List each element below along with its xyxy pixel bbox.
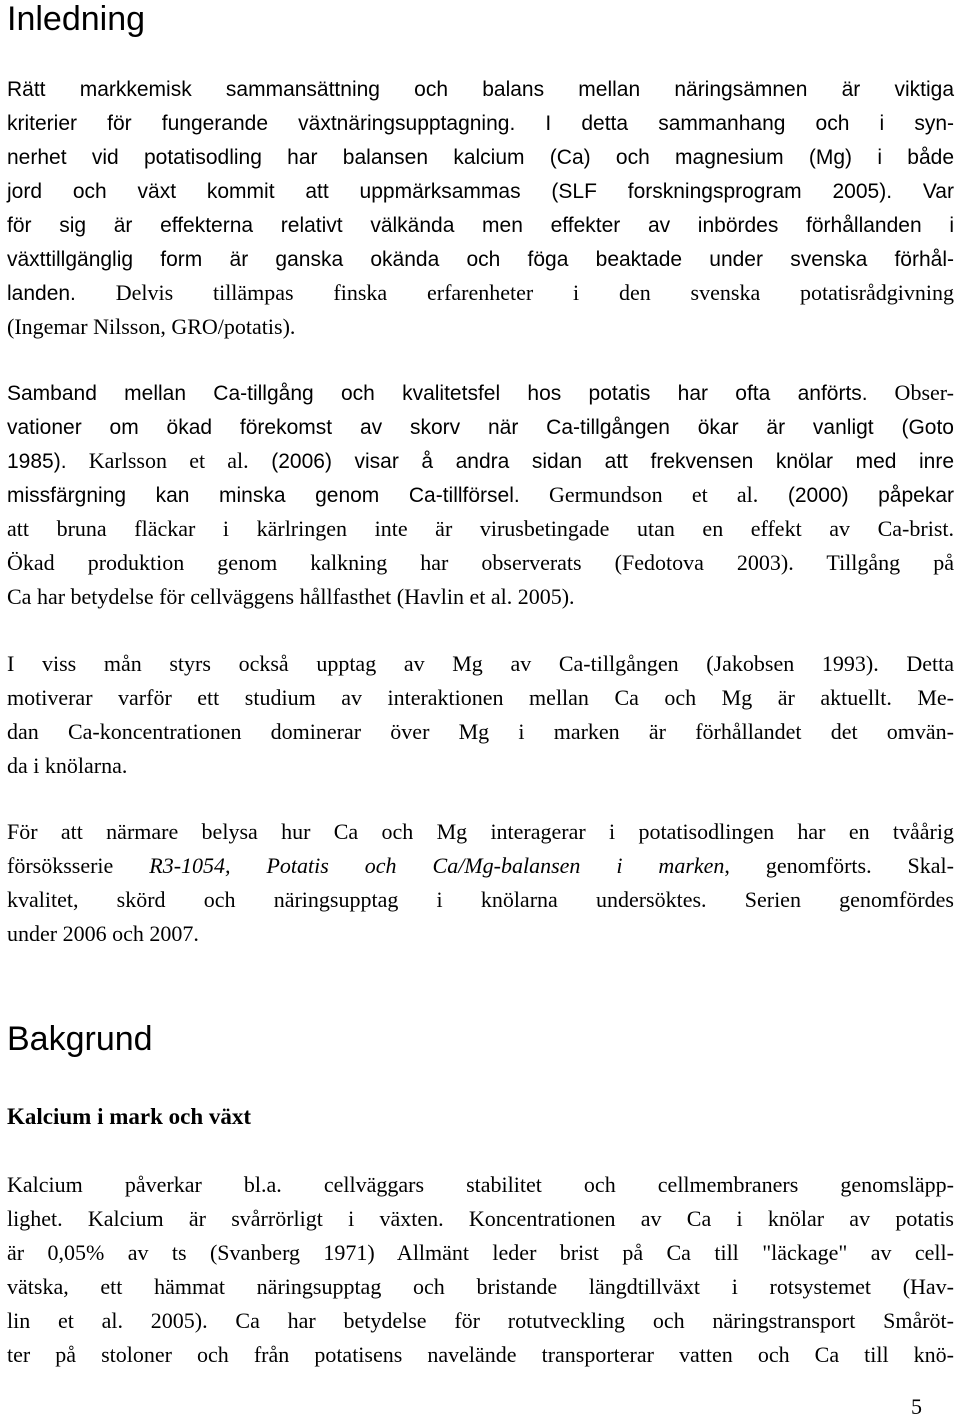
paragraph-1	[7, 72, 954, 344]
text-line: lighet. Kalcium är svårrörligt i växten. Koncentrationen av Ca i knölar av potatis	[7, 1206, 954, 1231]
text-line: under 2006 och 2007.	[7, 921, 199, 946]
text-line: att bruna fläckar i kärlringen inte är virusbetingade utan en effekt av Ca-brist.	[7, 516, 954, 541]
text-line: är 0,05% av ts (Svanberg 1971) Allmänt leder brist på Ca till "läckage" av cell-	[7, 1240, 954, 1265]
text-line: nerhet vid potatisodling har balansen kalcium (Ca) och magnesium (Mg) i både	[7, 146, 954, 169]
text-line: (Ingemar Nilsson, GRO/potatis).	[7, 314, 296, 339]
series-title: R3-1054, Potatis och Ca/Mg-balansen i marken	[149, 853, 725, 878]
text-line: motiverar varför ett studium av interaktionen mellan Ca och Mg är aktuellt. Me-	[7, 685, 954, 710]
paragraph-3	[7, 647, 954, 783]
text-line: vätska, ett hämmat näringsupptag och bristande längdtillväxt i rotsystemet (Hav-	[7, 1274, 954, 1299]
text-line: dan Ca-koncentrationen dominerar över Mg i marken är förhållandet det omvän-	[7, 719, 954, 744]
text-line: I viss mån styrs också upptag av Mg av Ca-tillgången (Jakobsen 1993). Detta	[7, 651, 954, 676]
text-line: missfärgning kan minska genom Ca-tillförsel. Germundson et al. (2000) påpekar	[7, 482, 955, 507]
text-line: Rätt markkemisk sammansättning och balans mellan näringsämnen är viktiga	[7, 78, 954, 101]
text-line: lin et al. 2005). Ca har betydelse för rotutveckling och näringstransport Småröt-	[7, 1308, 954, 1333]
text-line: 1985). Karlsson et al. (2006) visar å andra sidan att frekvensen knölar med inre	[7, 448, 955, 473]
text-line: för sig är effekterna relativt välkända men effekter av inbördes förhållanden i	[7, 214, 954, 237]
text-line: Ökad produktion genom kalkning har observerats (Fedotova 2003). Tillgång på	[7, 550, 954, 575]
text-line: kvalitet, skörd och näringsupptag i knölarna undersöktes. Serien genomfördes	[7, 887, 954, 912]
text-line: Kalcium påverkar bl.a. cellväggars stabilitet och cellmembraners genomsläpp-	[7, 1172, 954, 1197]
text-line: växttillgänglig form är ganska okända och föga beaktade under svenska förhål-	[7, 248, 954, 271]
text-line: kriterier för fungerande växtnäringsupptagning. I detta sammanhang och i syn-	[7, 112, 954, 135]
text-line: landen. Delvis tillämpas finska erfarenheter i den svenska potatisrådgivning	[7, 280, 954, 305]
page-number: 5	[911, 1394, 922, 1419]
heading-bakgrund: Bakgrund	[7, 1020, 153, 1058]
text-line: Ca har betydelse för cellväggens hållfasthet (Havlin et al. 2005).	[7, 584, 575, 609]
text-line: da i knölarna.	[7, 753, 128, 778]
heading-inledning: Inledning	[7, 0, 146, 38]
text-line: ter på stoloner och från potatisens navelände transporterar vatten och Ca till knö-	[7, 1342, 954, 1367]
text-line: vationer om ökad förekomst av skorv när Ca-tillgången ökar är vanligt (Goto	[7, 416, 954, 439]
heading-kalcium: Kalcium i mark och växt	[7, 1104, 252, 1129]
paragraph-2	[7, 376, 954, 614]
text-line: För att närmare belysa hur Ca och Mg interagerar i potatisodlingen har en tvåårig	[7, 819, 954, 844]
paragraph-5	[7, 1168, 954, 1372]
text-line: försöksserie R3-1054, Potatis och Ca/Mg-balansen i marken, genomförts. Skal-	[7, 853, 954, 878]
paragraph-4	[7, 815, 954, 951]
text-line: Samband mellan Ca-tillgång och kvalitetsfel hos potatis har ofta anförts. Obser-	[7, 380, 954, 405]
text-line: jord och växt kommit att uppmärksammas (SLF forskningsprogram 2005). Var	[7, 180, 954, 203]
